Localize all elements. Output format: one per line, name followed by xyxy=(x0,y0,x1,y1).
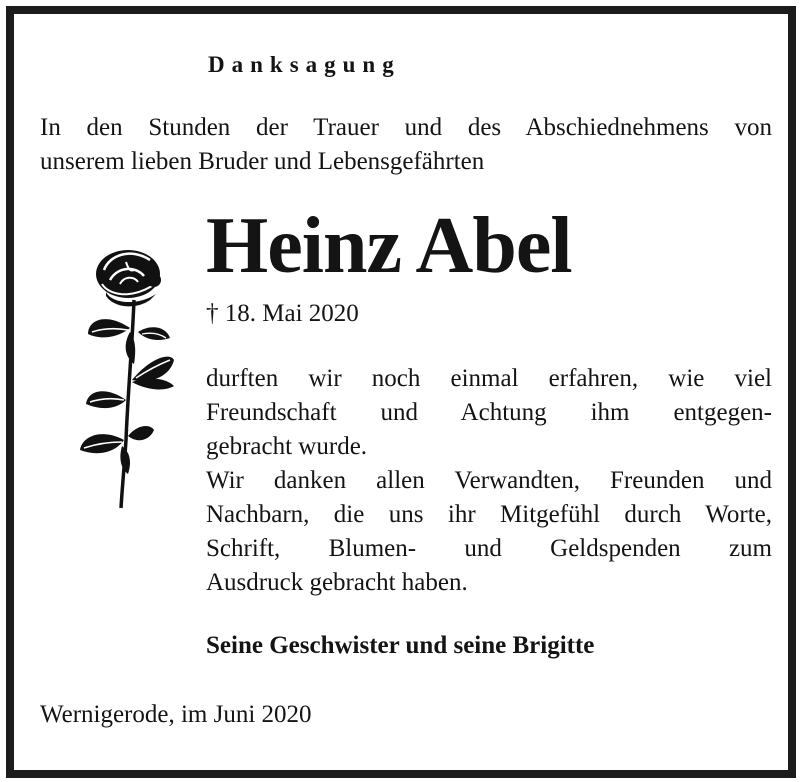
intro-line: unserem lieben Bruder und Lebensgefährten xyxy=(40,148,485,175)
body-line: gebracht wurde. xyxy=(206,433,368,460)
body-line: Nachbarn, die uns ihr Mitgefühl durch Worte, xyxy=(206,501,772,528)
obituary-notice xyxy=(6,6,796,778)
body-line: Schrift, Blumen- und Geldspenden zum xyxy=(206,535,772,562)
rose-icon xyxy=(66,240,176,512)
intro-text xyxy=(40,111,772,179)
body-line: Freundschaft und Achtung ihm entgegen- xyxy=(206,399,772,426)
body-line: durften wir noch einmal erfahren, wie viel xyxy=(206,365,772,392)
place-date: Wernigerode, im Juni 2020 xyxy=(40,701,312,728)
body-text xyxy=(206,362,772,600)
signature: Seine Geschwister und seine Brigitte xyxy=(206,632,595,659)
body-line: Wir danken allen Verwandten, Freunden und xyxy=(206,467,772,494)
body-line: Ausdruck gebracht haben. xyxy=(206,569,468,596)
intro-line: In den Stunden der Trauer und des Abschiednehmens von xyxy=(40,114,772,141)
death-date: † 18. Mai 2020 xyxy=(206,300,359,327)
heading: Danksagung xyxy=(208,52,401,77)
deceased-name: Heinz Abel xyxy=(206,202,572,290)
